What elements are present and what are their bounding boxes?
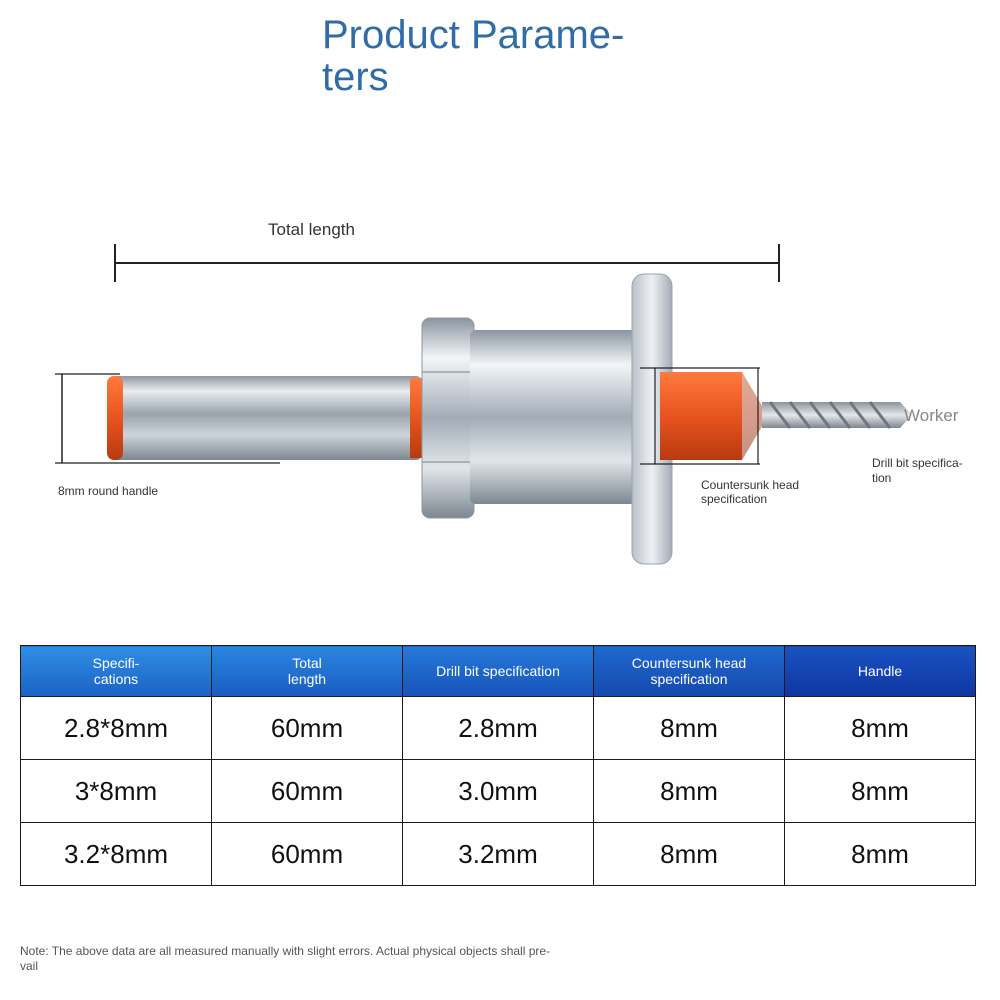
table-cell: 3.0mm [403,760,594,823]
table-row [21,760,976,823]
total-length-dimension [115,244,780,282]
disclaimer-note: Note: The above data are all measured manually with slight errors. Actual physical objects shall pre- vail [20,944,551,973]
header-total-length: Total length [212,646,403,697]
table-row [21,697,976,760]
round-handle-label: 8mm round handle [58,484,159,498]
header-countersunk: Countersunk head specification [594,646,785,697]
worker-label: Worker [904,406,959,425]
drill-bit-spec-label: Drill bit specifica- tion [872,456,963,485]
stop-collar-sleeve [470,330,636,504]
table-cell: 3*8mm [21,760,212,823]
table-cell: 8mm [594,760,785,823]
hex-nut [422,318,474,518]
table-cell: 8mm [785,760,976,823]
table-cell: 60mm [212,760,403,823]
table-cell: 60mm [212,697,403,760]
table-cell: 8mm [785,823,976,886]
table-cell: 60mm [212,823,403,886]
header-drill-bit: Drill bit specification [403,646,594,697]
table-cell: 3.2mm [403,823,594,886]
twist-drill-bit [762,402,912,428]
countersunk-head-label: Countersunk head specification [701,478,800,506]
round-shank [107,376,422,460]
table-cell: 2.8*8mm [21,697,212,760]
table-row [21,823,976,886]
spec-table [20,645,976,886]
table-cell: 8mm [785,697,976,760]
total-length-label: Total length [268,220,355,239]
table-cell: 3.2*8mm [21,823,212,886]
table-cell: 8mm [594,823,785,886]
title-line-2: ters [322,55,389,99]
table-cell: 2.8mm [403,697,594,760]
header-specifications: Specifi- cations [21,646,212,697]
header-handle: Handle [785,646,976,697]
table-header-row [21,646,976,697]
title-line-1: Product Parame- [322,13,625,57]
table-cell: 8mm [594,697,785,760]
